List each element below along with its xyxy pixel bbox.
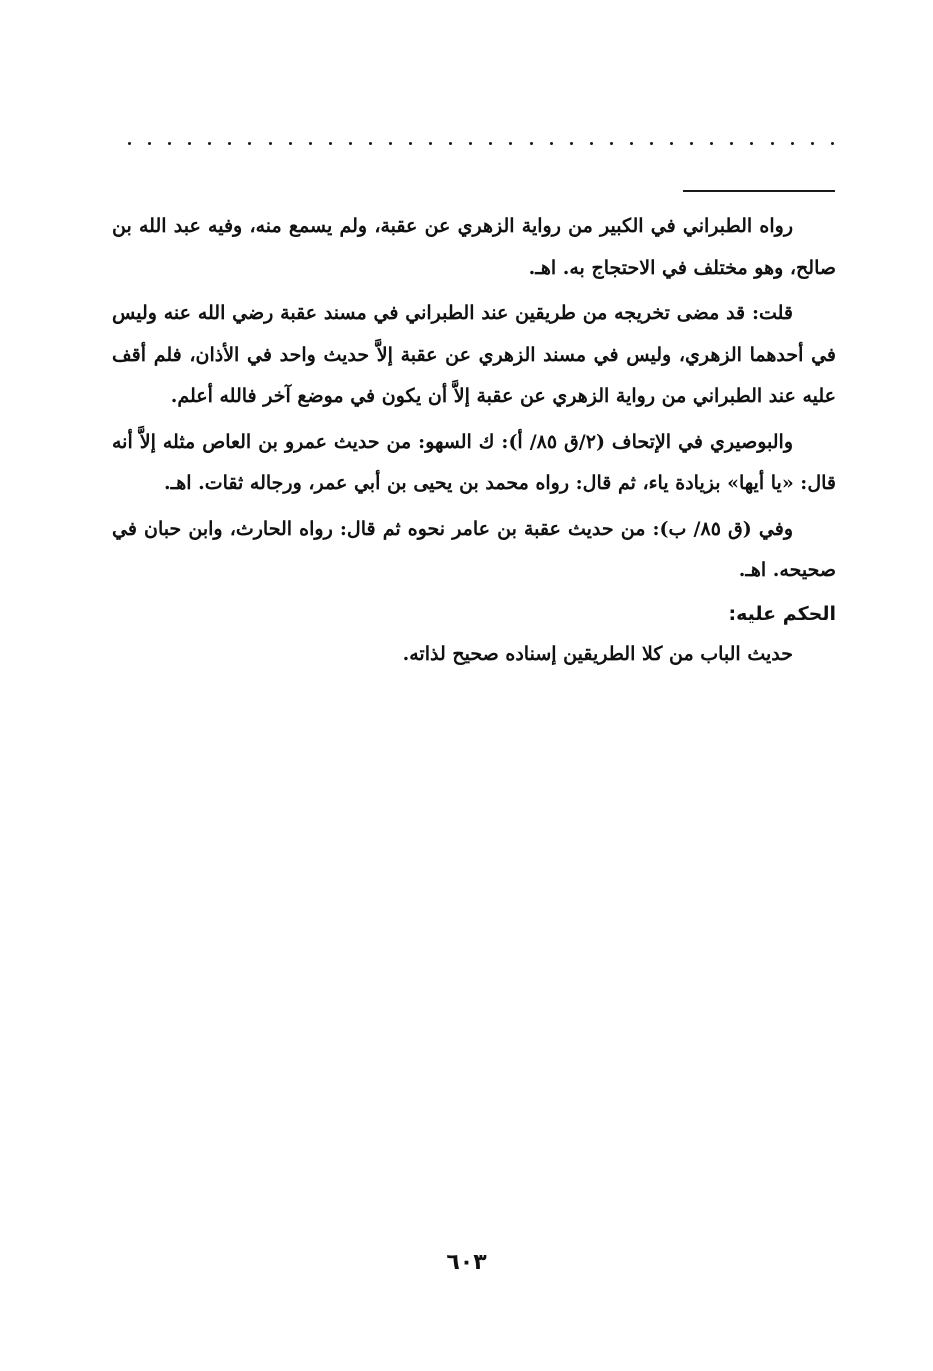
separator-dot [349,142,352,145]
separator-dot [148,142,151,145]
paragraph-busiri-ithaf: والبوصيري في الإتحاف (٢/ق ٨٥/ أ): ك السهو: من حديث عمرو بن العاص مثله إلاَّ أنه قال: «يا أيها» بزيادة ياء، ثم قال: رواه محمد بن يحيى بن أبي عمر، ورجاله ثقات. اهـ. [112,430,836,494]
separator-dot [710,142,713,145]
dotted-separator [128,128,834,158]
separator-dot [630,142,633,145]
separator-dot [550,142,553,145]
separator-dot [409,142,412,145]
separator-dot [469,142,472,145]
ruling-text: حديث الباب من كلا الطريقين إسناده صحيح لذاته. [402,642,793,665]
document-body [112,206,836,676]
separator-dot [208,142,211,145]
separator-dot [509,142,512,145]
separator-dot [228,142,231,145]
paragraph-busiri-second: وفي (ق ٨٥/ ب): من حديث عقبة بن عامر نحوه ثم قال: رواه الحارث، وابن حبان في صحيحه. اهـ. [112,517,836,581]
separator-dot [449,142,452,145]
separator-dot [610,142,613,145]
paragraph-commentary: قلت: قد مضى تخريجه من طريقين عند الطبراني في مسند عقبة رضي الله عنه وليس في أحدهما الزهري، وليس في مسند الزهري عن عقبة إلاَّ حديث واحد في الأذان، فلم أقف عليه عند الطبراني من رواية الزهري عن عقبة إلاَّ أن يكون في موضع آخر فالله أعلم. [112,302,836,407]
separator-dot [811,142,814,145]
paragraph-tabarani: رواه الطبراني في الكبير من رواية الزهري عن عقبة، ولم يسمع منه، وفيه عبد الله بن صالح، وهو مختلف في الاحتجاج به. اهـ. [112,215,836,279]
separator-dot [248,142,251,145]
separator-dot [289,142,292,145]
separator-dot [590,142,593,145]
separator-dot [670,142,673,145]
separator-dot [690,142,693,145]
separator-dot [730,142,733,145]
separator-dot [188,142,191,145]
separator-dot [570,142,573,145]
separator-dot [489,142,492,145]
separator-dot [168,142,171,145]
separator-dot [329,142,332,145]
separator-dot [791,142,794,145]
separator-dot [369,142,372,145]
page-number: ٦٠٣ [446,1250,487,1275]
ruling-heading: الحكم عليه: [728,602,836,625]
separator-dot [831,142,834,145]
separator-dot [750,142,753,145]
separator-dot [389,142,392,145]
separator-dot [309,142,312,145]
separator-dot [650,142,653,145]
separator-dot [771,142,774,145]
separator-dot [128,142,131,145]
separator-dot [429,142,432,145]
separator-dot [530,142,533,145]
footnote-rule [683,190,835,192]
separator-dot [269,142,272,145]
